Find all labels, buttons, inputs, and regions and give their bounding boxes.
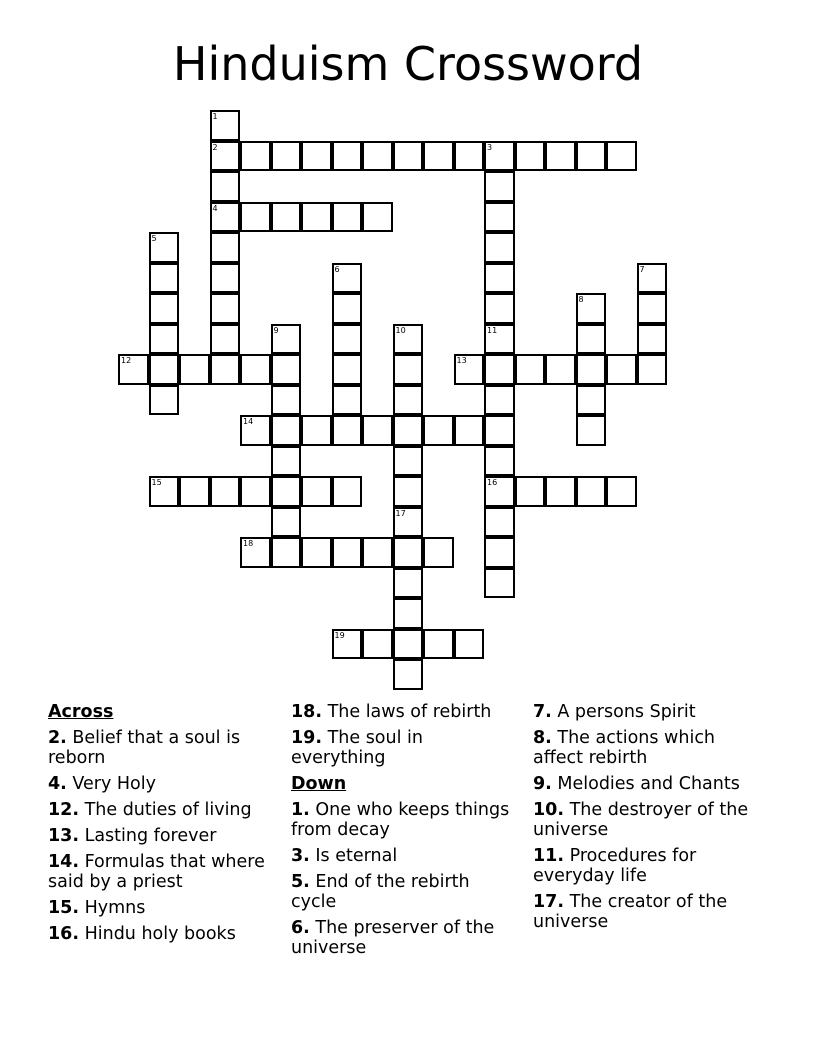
clue-item-text: The laws of rebirth [322, 702, 492, 722]
grid-cell[interactable] [637, 263, 668, 294]
grid-cell[interactable] [393, 507, 424, 538]
grid-cell[interactable] [362, 415, 393, 446]
grid-cell[interactable] [545, 476, 576, 507]
grid-cell[interactable] [576, 324, 607, 355]
grid-cell[interactable] [240, 141, 271, 172]
grid-cell[interactable] [393, 354, 424, 385]
grid-cell[interactable] [393, 415, 424, 446]
grid-cell[interactable] [362, 629, 393, 660]
clue-item [291, 702, 516, 722]
grid-cell[interactable] [271, 537, 302, 568]
grid-cell[interactable] [332, 385, 363, 416]
clue-item-number: 12. [48, 800, 80, 820]
grid-cell[interactable] [210, 141, 241, 172]
grid-cell[interactable] [149, 324, 180, 355]
clue-item-number: 18. [291, 702, 323, 722]
clue-item [291, 800, 516, 840]
grid-cell[interactable] [210, 263, 241, 294]
clue-item-number: 9. [533, 774, 552, 794]
grid-cell[interactable] [484, 141, 515, 172]
grid-cell[interactable] [149, 263, 180, 294]
clue-item [48, 774, 273, 794]
clue-item-text: Hindu holy books [79, 924, 236, 944]
grid-cell[interactable] [393, 476, 424, 507]
grid-cell[interactable] [301, 476, 332, 507]
clue-number: 17 [395, 508, 406, 518]
grid-cell[interactable] [210, 324, 241, 355]
clue-item [291, 872, 516, 912]
clue-item-number: 13. [48, 826, 80, 846]
clue-item-number: 5. [291, 872, 310, 892]
grid-cell[interactable] [301, 202, 332, 233]
grid-cell[interactable] [454, 141, 485, 172]
grid-cell[interactable] [515, 141, 546, 172]
grid-cell[interactable] [393, 659, 424, 690]
grid-cell[interactable] [393, 598, 424, 629]
clue-item [48, 728, 273, 768]
clue-number: 16 [487, 478, 498, 487]
grid-cell[interactable] [271, 324, 302, 355]
grid-cell[interactable] [362, 202, 393, 233]
grid-cell[interactable] [545, 141, 576, 172]
grid-cell[interactable] [271, 385, 302, 416]
grid-cell[interactable] [576, 415, 607, 446]
grid-cell[interactable] [484, 537, 515, 568]
grid-cell[interactable] [332, 202, 363, 233]
clue-number: 12 [121, 356, 132, 365]
clue-item-text: The preserver of the universe [291, 918, 495, 958]
clue-item-number: 10. [533, 800, 565, 820]
clue-number: 11 [487, 325, 498, 335]
clue-item-text: End of the rebirth cycle [291, 872, 470, 912]
grid-cell[interactable] [240, 537, 271, 568]
clue-number: 18 [243, 539, 254, 548]
clue-item-text: The destroyer of the universe [533, 800, 749, 840]
grid-cell[interactable] [484, 263, 515, 294]
clue-item-text: The creator of the universe [533, 892, 728, 932]
clue-item-text: Lasting forever [79, 826, 217, 846]
clue-number: 19 [334, 630, 345, 640]
clue-item-number: 19. [291, 728, 323, 748]
grid-cell[interactable] [484, 476, 515, 507]
grid-cell[interactable] [149, 293, 180, 324]
clue-item-number: 6. [291, 918, 310, 938]
clue-item [291, 846, 516, 866]
clue-item-number: 15. [48, 898, 80, 918]
grid-cell[interactable] [271, 446, 302, 477]
grid-cell[interactable] [332, 354, 363, 385]
grid-cell[interactable] [210, 232, 241, 263]
grid-cell[interactable] [606, 476, 637, 507]
grid-cell[interactable] [454, 354, 485, 385]
clue-number: 14 [243, 417, 254, 426]
grid-cell[interactable] [423, 629, 454, 660]
grid-cell[interactable] [393, 141, 424, 172]
grid-cell[interactable] [423, 141, 454, 172]
clue-item-text: The actions which affect rebirth [533, 728, 716, 768]
grid-cell[interactable] [484, 568, 515, 599]
clue-item-number: 3. [291, 846, 310, 866]
clue-item-text: Hymns [79, 898, 146, 918]
grid-cell[interactable] [393, 324, 424, 355]
grid-cell[interactable] [423, 415, 454, 446]
grid-cell[interactable] [301, 415, 332, 446]
grid-cell[interactable] [606, 354, 637, 385]
grid-cell[interactable] [149, 476, 180, 507]
clue-item-text: One who keeps things from decay [291, 800, 510, 840]
clue-number: 8 [578, 295, 584, 304]
grid-cell[interactable] [362, 537, 393, 568]
clue-item-text: Is eternal [309, 846, 398, 866]
clue-number: 10 [395, 325, 406, 335]
grid-cell[interactable] [423, 537, 454, 568]
clue-item [533, 702, 758, 722]
clue-number: 5 [151, 234, 157, 243]
grid-cell[interactable] [240, 354, 271, 385]
clue-item [533, 892, 758, 932]
clue-item-text: Very Holy [66, 774, 156, 794]
clue-item-number: 14. [48, 852, 80, 872]
grid-cell[interactable] [362, 141, 393, 172]
grid-cell[interactable] [637, 354, 668, 385]
grid-cell[interactable] [301, 141, 332, 172]
clue-item-number: 2. [48, 728, 67, 748]
grid-cell[interactable] [484, 446, 515, 477]
grid-cell[interactable] [484, 507, 515, 538]
grid-cell[interactable] [393, 537, 424, 568]
grid-cell[interactable] [179, 354, 210, 385]
clue-item [291, 728, 516, 768]
clue-number: 9 [273, 325, 279, 335]
grid-cell[interactable] [332, 141, 363, 172]
grid-cell[interactable] [210, 202, 241, 233]
clue-item [533, 774, 758, 794]
grid-cell[interactable] [515, 354, 546, 385]
grid-cell[interactable] [332, 476, 363, 507]
clue-number: 4 [212, 203, 218, 213]
grid-cell[interactable] [210, 110, 241, 141]
clue-number: 7 [639, 264, 645, 274]
clue-column-2 [291, 702, 516, 964]
grid-cell[interactable] [637, 324, 668, 355]
grid-cell[interactable] [332, 263, 363, 294]
grid-cell[interactable] [210, 476, 241, 507]
grid-cell[interactable] [149, 385, 180, 416]
grid-cell[interactable] [484, 232, 515, 263]
grid-cell[interactable] [484, 293, 515, 324]
clue-item-number: 17. [533, 892, 565, 912]
clue-item [48, 924, 273, 944]
clue-item-number: 1. [291, 800, 310, 820]
grid-cell[interactable] [576, 293, 607, 324]
section-heading: Across [48, 702, 114, 722]
grid-cell[interactable] [271, 141, 302, 172]
clue-item [533, 800, 758, 840]
grid-cell[interactable] [332, 324, 363, 355]
clue-item [48, 898, 273, 918]
clue-item-text: The soul in everything [291, 728, 423, 768]
clue-number: 1 [212, 112, 218, 121]
clue-item-text: Procedures for everyday life [533, 846, 697, 886]
grid-cell[interactable] [271, 507, 302, 538]
clue-item [48, 800, 273, 820]
grid-cell[interactable] [210, 171, 241, 202]
grid-cell[interactable] [240, 476, 271, 507]
clue-number: 3 [487, 142, 493, 152]
clue-item-number: 16. [48, 924, 80, 944]
clue-item [533, 728, 758, 768]
puzzle-title: Hinduism Crossword [172, 37, 644, 91]
grid-cell[interactable] [484, 354, 515, 385]
grid-cell[interactable] [301, 537, 332, 568]
clue-item-number: 4. [48, 774, 67, 794]
grid-cell[interactable] [179, 476, 210, 507]
grid-cell[interactable] [576, 354, 607, 385]
clue-item-number: 11. [533, 846, 565, 866]
grid-cell[interactable] [149, 232, 180, 263]
clue-item-number: 8. [533, 728, 552, 748]
clue-item [291, 918, 516, 958]
grid-cell[interactable] [484, 415, 515, 446]
clue-item-text: Melodies and Chants [551, 774, 740, 794]
grid-cell[interactable] [393, 446, 424, 477]
clue-item-text: A persons Spirit [551, 702, 696, 722]
grid-cell[interactable] [515, 476, 546, 507]
grid-cell[interactable] [149, 354, 180, 385]
grid-cell[interactable] [118, 354, 149, 385]
clue-item-text: Belief that a soul is reborn [48, 728, 241, 768]
grid-cell[interactable] [454, 629, 485, 660]
section-heading: Down [291, 774, 347, 794]
clue-number: 15 [151, 478, 162, 487]
clue-item [48, 852, 273, 892]
grid-cell[interactable] [484, 202, 515, 233]
clue-number: 2 [212, 142, 218, 152]
clue-item [533, 846, 758, 886]
grid-cell[interactable] [332, 415, 363, 446]
grid-cell[interactable] [332, 537, 363, 568]
grid-cell[interactable] [545, 354, 576, 385]
grid-cell[interactable] [484, 385, 515, 416]
grid-cell[interactable] [271, 202, 302, 233]
clue-item-text: Formulas that where said by a priest [48, 852, 265, 892]
grid-cell[interactable] [271, 476, 302, 507]
clue-number: 6 [334, 264, 340, 274]
grid-cell[interactable] [332, 293, 363, 324]
grid-cell[interactable] [576, 141, 607, 172]
grid-cell[interactable] [271, 415, 302, 446]
grid-cell[interactable] [576, 476, 607, 507]
clue-column-1 [48, 702, 273, 950]
grid-cell[interactable] [393, 385, 424, 416]
clue-item-number: 7. [533, 702, 552, 722]
grid-cell[interactable] [210, 293, 241, 324]
grid-cell[interactable] [240, 202, 271, 233]
grid-cell[interactable] [484, 324, 515, 355]
grid-cell[interactable] [606, 141, 637, 172]
grid-cell[interactable] [393, 568, 424, 599]
grid-cell[interactable] [637, 293, 668, 324]
clue-item [48, 826, 273, 846]
grid-cell[interactable] [240, 415, 271, 446]
grid-cell[interactable] [332, 629, 363, 660]
grid-cell[interactable] [576, 385, 607, 416]
clue-column-3 [533, 702, 758, 938]
grid-cell[interactable] [454, 415, 485, 446]
clue-item-text: The duties of living [79, 800, 252, 820]
grid-cell[interactable] [393, 629, 424, 660]
grid-cell[interactable] [210, 354, 241, 385]
grid-cell[interactable] [271, 354, 302, 385]
clue-number: 13 [456, 356, 467, 365]
grid-cell[interactable] [484, 171, 515, 202]
